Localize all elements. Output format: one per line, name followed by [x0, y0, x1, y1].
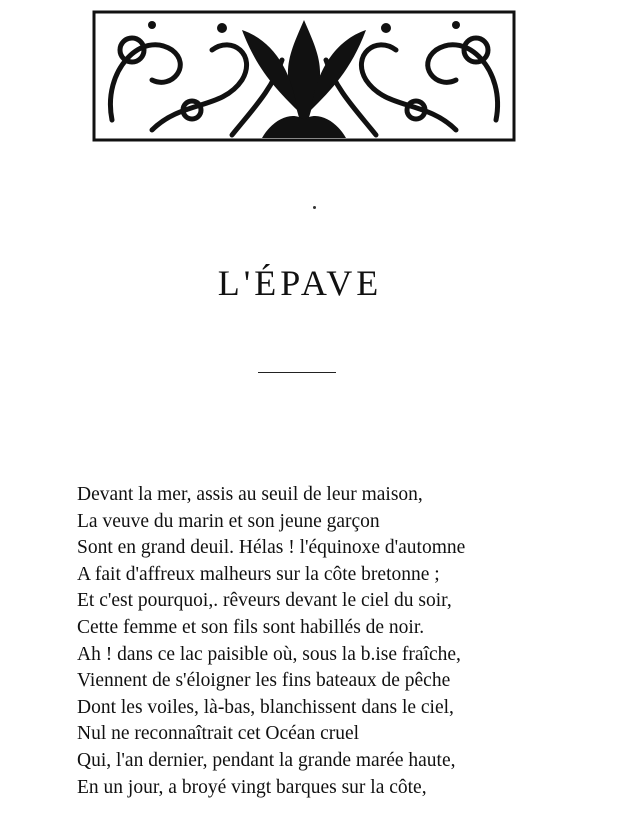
- poem-line: A fait d'affreux malheurs sur la côte bretonne ;: [77, 563, 440, 585]
- poem-line: La veuve du marin et son jeune garçon: [77, 510, 380, 532]
- poem-line: Dont les voiles, là-bas, blanchissent dans le ciel,: [77, 696, 454, 718]
- poem-body: [77, 482, 465, 801]
- poem-line: Devant la mer, assis au seuil de leur maison,: [77, 484, 423, 505]
- poem-line: Ah ! dans ce lac paisible où, sous la b.ise fraîche,: [77, 643, 461, 665]
- poem-line: Qui, l'an dernier, pendant la grande marée haute,: [77, 749, 456, 771]
- poem-line: En un jour, a broyé vingt barques sur la côte,: [77, 776, 427, 798]
- floral-headpiece-icon: [92, 10, 516, 142]
- page-speck: [313, 206, 316, 209]
- title-divider: [258, 372, 336, 373]
- poem-line: Et c'est pourquoi,. rêveurs devant le ciel du soir,: [77, 590, 452, 612]
- poem-line: Viennent de s'éloigner les fins bateaux de pêche: [77, 670, 451, 692]
- poem-line: Nul ne reconnaîtrait cet Océan cruel: [77, 723, 360, 745]
- poem-line: Sont en grand deuil. Hélas ! l'équinoxe d'automne: [77, 537, 466, 559]
- poem-title: L'ÉPAVE: [217, 263, 383, 303]
- poem-line: Cette femme et son fils sont habillés de noir.: [77, 616, 425, 638]
